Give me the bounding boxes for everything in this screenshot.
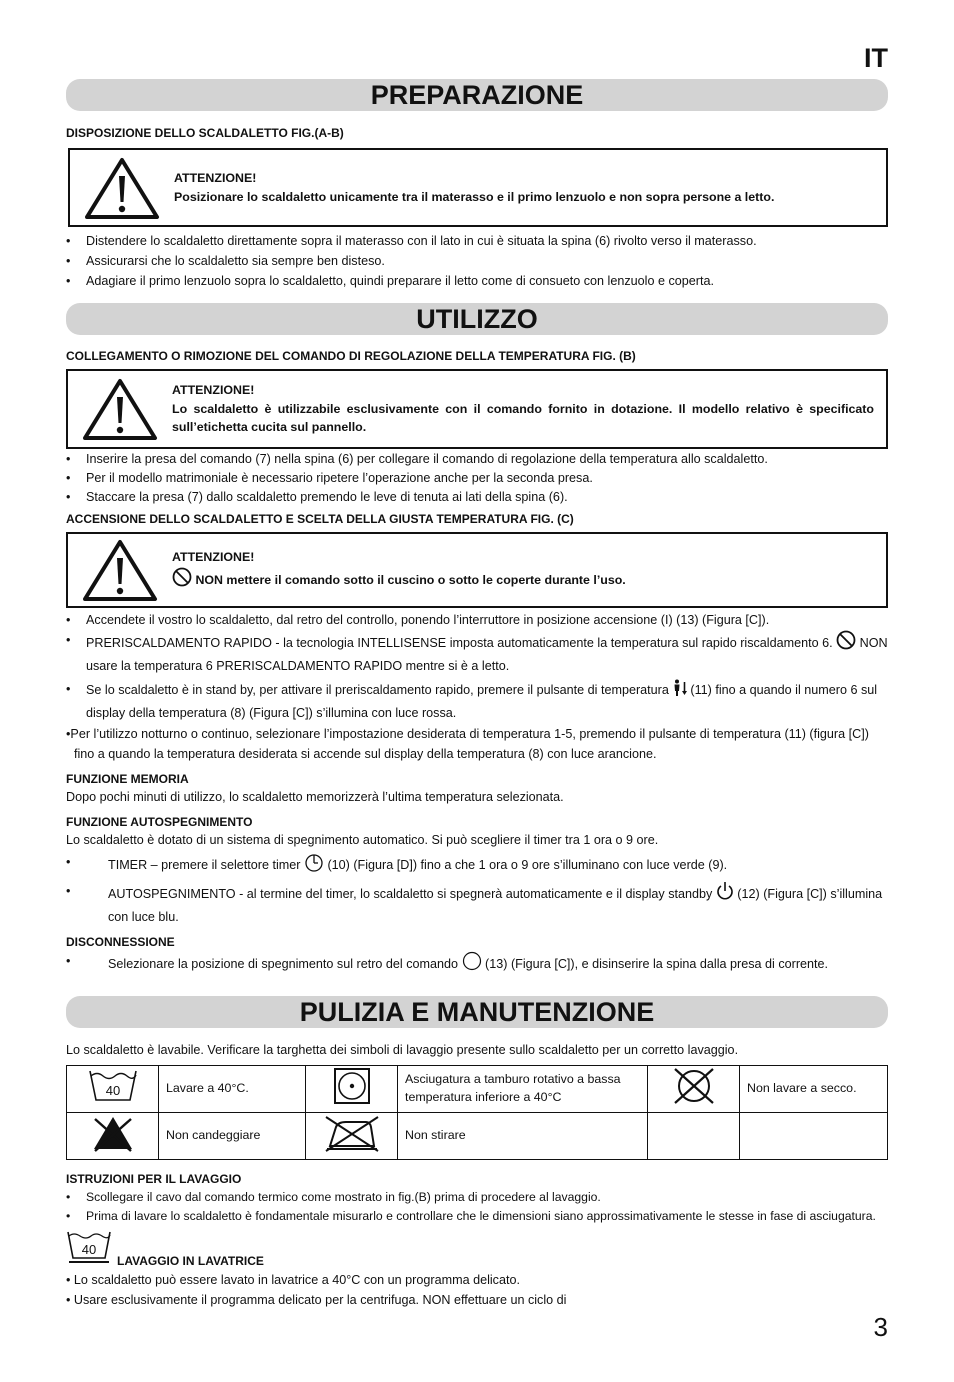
list-istruzioni bbox=[66, 1188, 888, 1226]
list-item-text: AUTOSPEGNIMENTO - al termine del timer, lo scaldaletto si spegnerà automaticamente e il display standby bbox=[108, 886, 713, 901]
list-item-text: (13) (Figura [C]), e disinserire la spina dalla presa di corrente. bbox=[485, 956, 829, 971]
list-item bbox=[66, 724, 888, 764]
subtitle-accensione: ACCENSIONE DELLO SCALDALETTO E SCELTA DELLA GIUSTA TEMPERATURA FIG. (C) bbox=[66, 512, 574, 526]
timer-icon bbox=[304, 852, 324, 878]
list-item-text: (12) (Figura [C]) s’illumina con luce blu. bbox=[108, 886, 883, 924]
prohibited-icon bbox=[836, 630, 856, 656]
power-standby-icon bbox=[716, 881, 734, 907]
autospegnimento-text: Lo scaldaletto è dotato di un sistema di spegnimento automatico. Si può scegliere il timer tra 1 ora o 9 ore. bbox=[66, 832, 659, 847]
list-item: • Accendete il vostro lo scaldaletto, dal retro del controllo, ponendo l’interruttore in posizione accensione (I) (13) (Figura [C]). bbox=[66, 610, 888, 630]
list-item-text: NON usare la temperatura 6 PRERISCALDAMENTO RAPIDO mentre si è a letto. bbox=[86, 636, 888, 673]
warning-text bbox=[174, 169, 886, 206]
list-item: • Scollegare il cavo dal comando termico come mostrato in fig.(B) prima di procedere al lavaggio. bbox=[66, 1188, 888, 1207]
list-item: • Per il modello matrimoniale è necessario ripetere l’operazione anche per la seconda presa. bbox=[66, 469, 888, 488]
care-label: Lavare a 40°C. bbox=[159, 1065, 306, 1112]
list-item-text: • Per l’utilizzo notturno o continuo, selezionare l’impostazione desiderata di temperatura 1-5, premendo il pulsante di temperatura (11) (figura [C]) fino a quando la temperatura desiderata si accende sul display della temperatura (8) con luce arancione. bbox=[66, 727, 869, 761]
list-item bbox=[66, 951, 888, 977]
list-item: • Assicurarsi che lo scaldaletto sia sempre ben disteso. bbox=[66, 251, 888, 271]
warning-title: ATTENZIONE! bbox=[172, 383, 255, 398]
list-item bbox=[66, 881, 888, 927]
list-accensione bbox=[66, 610, 888, 764]
warning-triangle-icon bbox=[70, 156, 174, 220]
no-bleach-icon bbox=[67, 1112, 159, 1159]
warning-body: Lo scaldaletto è utilizzabile esclusivamente con il comando fornito in dotazione. Il modello relativo è specificato sull’etichetta cucita sul pannello. bbox=[172, 401, 874, 435]
list-item: • Prima di lavare lo scaldaletto è fondamentale misurarlo e controllare che le dimensioni siano approssimativamente le stesse in fase di asciugatura. bbox=[66, 1207, 888, 1226]
page-content bbox=[66, 79, 888, 1310]
warning-title: ATTENZIONE! bbox=[174, 170, 257, 185]
list-autospegnimento bbox=[66, 852, 888, 927]
warning-body-text: NON mettere il comando sotto il cuscino o sotto le coperte durante l’uso. bbox=[195, 572, 626, 587]
language-code: IT bbox=[864, 43, 888, 73]
wash-40-icon bbox=[66, 1230, 112, 1270]
subtitle-istruzioni: ISTRUZIONI PER IL LAVAGGIO bbox=[66, 1171, 242, 1186]
list-collegamento bbox=[66, 450, 888, 507]
subtitle-lavatrice: LAVAGGIO IN LAVATRICE bbox=[117, 1253, 264, 1268]
care-label: Non stirare bbox=[398, 1112, 648, 1159]
list-preparazione bbox=[66, 231, 888, 291]
warning-title: ATTENZIONE! bbox=[172, 549, 255, 564]
care-symbols-table bbox=[66, 1065, 888, 1160]
list-item-text: PRERISCALDAMENTO RAPIDO - la tecnologia INTELLISENSE imposta automaticamente la temperatura sul rapido riscaldamento 6. bbox=[86, 636, 833, 650]
section-title-utilizzo: UTILIZZO bbox=[66, 303, 888, 335]
care-label: Asciugatura a tamburo rotativo a bassa temperatura inferiore a 40°C bbox=[398, 1065, 648, 1112]
wash-temp-label: 40 bbox=[81, 1241, 97, 1257]
care-label: Non candeggiare bbox=[159, 1112, 306, 1159]
warning-triangle-icon bbox=[68, 538, 172, 602]
warning-body bbox=[172, 567, 874, 593]
section-title-pulizia: PULIZIA E MANUTENZIONE bbox=[66, 996, 888, 1028]
list-item bbox=[66, 630, 888, 676]
wash-40-icon bbox=[67, 1065, 159, 1112]
warning-box bbox=[66, 369, 888, 449]
subtitle-autospegnimento: FUNZIONE AUTOSPEGNIMENTO bbox=[66, 814, 253, 829]
prohibited-icon bbox=[172, 567, 192, 593]
list-item: • Inserire la presa del comando (7) nella spina (6) per collegare il comando di regolazione della temperatura allo scaldaletto. bbox=[66, 450, 888, 469]
warning-text bbox=[172, 381, 886, 437]
page-number: 3 bbox=[873, 1312, 888, 1342]
lavatrice-header bbox=[66, 1230, 888, 1270]
list-item-text: (10) (Figura [D]) fino a che 1 ora o 9 ore s’illuminano con luce verde (9). bbox=[327, 857, 728, 872]
pulizia-intro: Lo scaldaletto è lavabile. Verificare la targhetta dei simboli di lavaggio presente sullo scaldaletto per un corretto lavaggio. bbox=[66, 1042, 739, 1057]
list-item-text: TIMER – premere il selettore timer bbox=[108, 857, 301, 872]
warning-triangle-icon bbox=[68, 377, 172, 441]
lavatrice-line: • Lo scaldaletto può essere lavato in lavatrice a 40°C con un programma delicato. bbox=[66, 1272, 520, 1287]
warning-text bbox=[172, 548, 886, 592]
list-item-text: (11) fino a quando il numero 6 sul display della temperatura (8) (Figura [C]) s’illumina con luce rossa. bbox=[86, 683, 878, 720]
list-item bbox=[66, 679, 888, 723]
temperature-button-icon bbox=[672, 679, 690, 703]
section-title-preparazione: PREPARAZIONE bbox=[66, 79, 888, 111]
list-disconnessione bbox=[66, 951, 888, 977]
tumble-dry-low-icon bbox=[306, 1065, 398, 1112]
subtitle-disposizione: DISPOSIZIONE DELLO SCALDALETTO FIG.(A-B) bbox=[66, 126, 344, 140]
care-label: Non lavare a secco. bbox=[740, 1065, 888, 1112]
table-row bbox=[67, 1065, 888, 1112]
list-item bbox=[66, 852, 888, 878]
list-item: • Adagiare il primo lenzuolo sopra lo scaldaletto, quindi preparare il letto come di consueto con lenzuolo e coperta. bbox=[66, 271, 888, 291]
empty-cell bbox=[740, 1112, 888, 1159]
list-item-text: Selezionare la posizione di spegnimento sul retro del comando bbox=[108, 956, 459, 971]
table-row bbox=[67, 1112, 888, 1159]
warning-body: Posizionare lo scaldaletto unicamente tra il materasso e il primo lenzuolo e non sopra persone a letto. bbox=[174, 189, 775, 204]
empty-cell bbox=[648, 1112, 740, 1159]
subtitle-disconnessione: DISCONNESSIONE bbox=[66, 934, 175, 949]
off-position-icon bbox=[462, 951, 482, 977]
subtitle-collegamento: COLLEGAMENTO O RIMOZIONE DEL COMANDO DI REGOLAZIONE DELLA TEMPERATURA FIG. (B) bbox=[66, 349, 636, 363]
no-dry-clean-icon bbox=[648, 1065, 740, 1112]
memoria-text: Dopo pochi minuti di utilizzo, lo scaldaletto memorizzerà l’ultima temperatura selezionata. bbox=[66, 790, 564, 804]
list-item: • Staccare la presa (7) dallo scaldaletto premendo le leve di tenuta ai lati della spina (6). bbox=[66, 488, 888, 507]
warning-box bbox=[68, 148, 888, 227]
wash-temp-label: 40 bbox=[105, 1082, 120, 1098]
lavatrice-line: • Usare esclusivamente il programma delicato per la centrifuga. NON effettuare un ciclo di bbox=[66, 1292, 567, 1307]
lavatrice-text bbox=[66, 1270, 888, 1310]
no-iron-icon bbox=[306, 1112, 398, 1159]
list-item-text: Se lo scaldaletto è in stand by, per attivare il preriscaldamento rapido, premere il pulsante di temperatura bbox=[86, 683, 669, 697]
warning-box bbox=[66, 532, 888, 608]
subtitle-memoria: FUNZIONE MEMORIA bbox=[66, 772, 189, 786]
list-item: • Distendere lo scaldaletto direttamente sopra il materasso con il lato in cui è situata la spina (6) rivolto verso il materasso. bbox=[66, 231, 888, 251]
